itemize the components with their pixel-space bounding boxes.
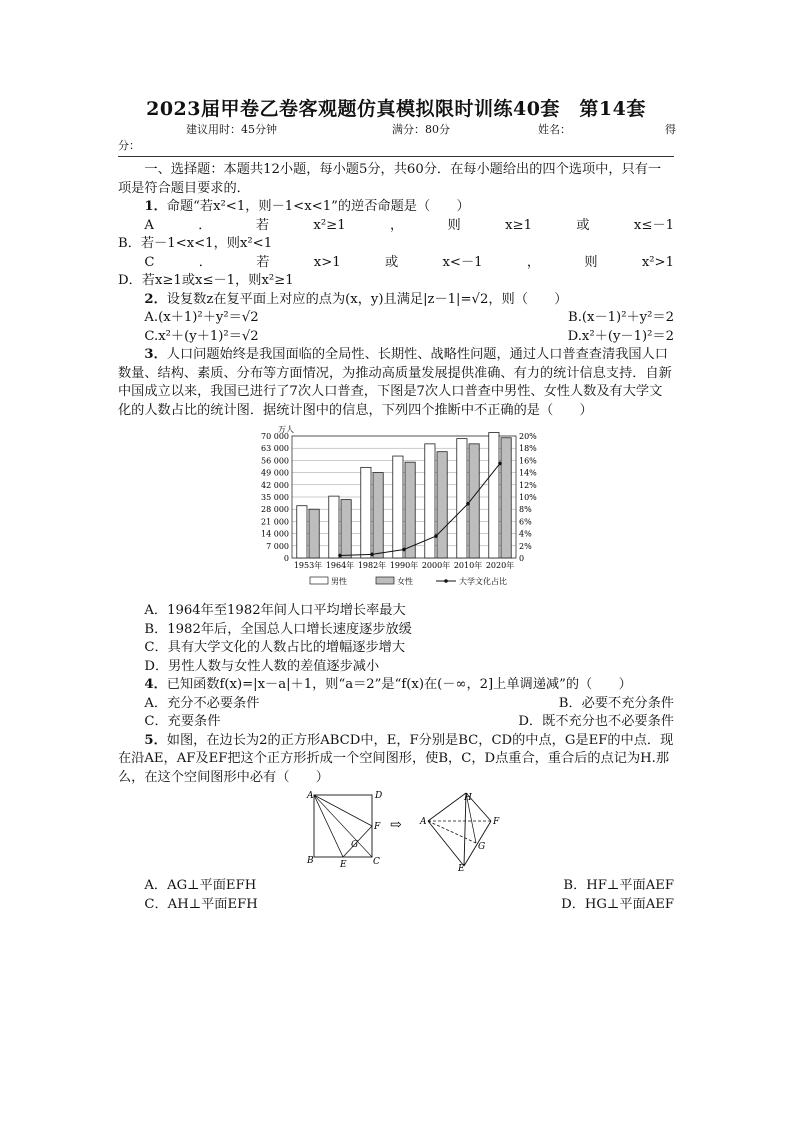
legend-female-label: 女性 — [397, 577, 413, 586]
q2-option-b: B.(x－1)²＋y²＝2 — [568, 310, 674, 325]
q3-option-c: C．具有大学文化的人数占比的增幅逐步增大 — [144, 640, 406, 655]
q4-option-c: C．充要条件 — [144, 714, 221, 729]
bar-male — [393, 456, 403, 558]
bar-male — [329, 496, 339, 558]
bar-female — [309, 509, 319, 558]
q2-text: 设复数z在复平面上对应的点为(x，y)且满足|z－1|=√2，则（ ） — [166, 291, 568, 307]
q2-options-ab — [118, 309, 674, 328]
legend-line-label: 大学文化占比 — [459, 577, 507, 586]
q1-text: 命题“若x²<1，则－1<x<1”的逆否命题是（ ） — [166, 199, 470, 214]
q2-option-a: A.(x＋1)²＋y²＝√2 — [144, 310, 259, 325]
bar-female — [437, 452, 447, 558]
legend-male-swatch — [310, 577, 328, 584]
score-label: 满分：80分 — [392, 123, 450, 136]
q4-option-b: B．必要不充分条件 — [558, 695, 674, 711]
q4-option-a: A．充分不必要条件 — [144, 695, 260, 711]
legend-line-marker — [444, 579, 448, 583]
q3-option-d: D．男性人数与女性人数的差值逐步减小 — [144, 658, 380, 674]
q4-option-d: D．既不充分也不必要条件 — [518, 714, 674, 729]
q5-text: 如图，在边长为2的正方形ABCD中，E，F分别是BC，CD的中点，G是EF的中点．现在沿AE，AF及EF把这个正方形折成一个空间图形，使B，C，D点重合，重合后的点记为H.那么，在这个空间图形中必有（ ） — [118, 732, 674, 785]
bar-male — [297, 506, 307, 558]
q1-option-b: B．若－1<x<1，则x²<1 — [118, 236, 273, 251]
q1-option-d: D．若x≥1或x≤－1，则x²≥1 — [118, 273, 294, 288]
q3-stem — [118, 346, 674, 420]
got-label: 得 — [665, 123, 676, 136]
q2-options-cd — [118, 328, 674, 347]
bar-female — [501, 438, 511, 558]
q3-text: 人口问题始终是我国面临的全局性、长期性、战略性问题，通过人口普查查清我国人口数量、结构、素质、分布等方面情况，为推动高质量发展提供准确、有力的统计信息支持．自新中国成立以来，我国已进行了7次人口普查，下图是7次人口普查中男性、女性人数及有大学文化的人数占比的统计图．据统计图中的信息，下列四个推断中不正确的是（ ） — [118, 347, 672, 418]
y2-tick-label: 2% — [519, 541, 532, 551]
q1-number: 1． — [144, 199, 167, 214]
q3-number: 3． — [144, 347, 167, 362]
y-tick-label: 28 000 — [261, 505, 289, 515]
y-tick-label: 14 000 — [261, 529, 289, 539]
q5-option-a: A．AG⊥平面EFH — [144, 878, 257, 893]
q1-stem — [118, 198, 674, 217]
q4-options-cd — [118, 713, 674, 732]
x-tick-label: 1990年 — [389, 561, 419, 570]
segment-af — [314, 795, 372, 826]
label-g: G — [351, 840, 359, 850]
bar-male — [425, 444, 435, 558]
label-g2: G — [478, 842, 486, 852]
y-tick-label: 56 000 — [261, 456, 289, 466]
y2-tick-label: 10% — [519, 493, 537, 502]
label-f: F — [374, 822, 381, 832]
y-tick-label: 7 000 — [266, 541, 289, 551]
q4-options-ab — [118, 695, 674, 714]
q2-number: 2． — [144, 291, 167, 307]
label-a: A — [307, 791, 314, 801]
y-tick-label: 70 000 — [261, 432, 289, 441]
bar-female — [341, 500, 351, 558]
point-college-share — [338, 554, 342, 558]
x-tick-label: 2010年 — [453, 561, 483, 570]
y-tick-label: 49 000 — [261, 468, 289, 478]
y2-tick-label: 16% — [519, 456, 537, 466]
x-tick-label: 2020年 — [485, 561, 515, 570]
y2-tick-label: 12% — [519, 480, 537, 490]
legend-female-swatch — [376, 577, 394, 584]
q3-option-a: A．1964年至1982年间人口平均增长率最大 — [144, 603, 406, 618]
fold-figure-svg — [306, 791, 506, 871]
bar-male — [361, 467, 371, 558]
y2-tick-label: 14% — [519, 468, 537, 478]
y2-tick-label: 8% — [519, 505, 532, 515]
segment-ag — [428, 821, 476, 843]
q5-options-ab — [118, 877, 674, 896]
section-intro: 一、选择题：本题共12小题，每小题5分，共60分．在每小题给出的四个选项中，只有一项是符合题目要求的． — [118, 162, 662, 196]
label-h: H — [464, 793, 472, 803]
label-f2: F — [493, 817, 500, 827]
q4-stem — [118, 676, 674, 695]
label-a2: A — [420, 817, 427, 827]
population-chart-svg — [248, 422, 568, 602]
bar-male — [457, 439, 467, 558]
x-tick-label: 1982年 — [357, 561, 387, 570]
fold-figure — [306, 791, 674, 871]
legend-male-label: 男性 — [331, 577, 347, 586]
q5-option-b: B．HF⊥平面AEF — [563, 878, 674, 893]
exam-page — [118, 96, 674, 914]
q5-options-cd — [118, 896, 674, 915]
q2-option-c: C.x²＋(y＋1)²＝√2 — [144, 328, 259, 344]
y2-tick-label: 0 — [519, 554, 525, 563]
edge-ha — [428, 793, 466, 821]
y-axis-unit: 万人 — [278, 425, 294, 434]
label-e2: E — [458, 864, 465, 871]
segment-ae — [314, 795, 343, 857]
y-tick-label: 35 000 — [261, 493, 289, 502]
x-tick-label: 1964年 — [325, 561, 355, 570]
y2-tick-label: 4% — [519, 529, 532, 539]
label-c: C — [373, 857, 380, 867]
point-college-share — [466, 502, 470, 506]
q3-option-b: B．1982年后，全国总人口增长速度逐步放缓 — [144, 621, 412, 637]
y2-tick-label: 6% — [519, 517, 532, 527]
point-college-share — [370, 553, 374, 557]
bar-female — [405, 462, 415, 558]
y-tick-label: 63 000 — [261, 444, 289, 454]
x-tick-label: 1953年 — [293, 561, 323, 570]
edge-he — [464, 793, 466, 866]
q2-stem — [118, 291, 674, 310]
q2-option-d: D.x²＋(y－1)²＝2 — [567, 328, 674, 344]
q5-option-d: D．HG⊥平面AEF — [561, 896, 674, 912]
q4-number: 4． — [144, 677, 167, 692]
point-college-share — [434, 534, 438, 538]
info-line — [118, 122, 674, 138]
segment-ac — [314, 795, 372, 857]
y2-tick-label: 18% — [519, 444, 537, 454]
q5-number: 5． — [144, 732, 167, 748]
bar-male — [489, 433, 499, 558]
time-label: 建议用时：45分钟 — [186, 123, 277, 136]
q1-option-c: C．若x>1或x<－1，则x²>1 — [144, 254, 674, 270]
y-tick-label: 42 000 — [261, 480, 289, 490]
name-label: 姓名： — [538, 123, 571, 136]
q5-option-c: C．AH⊥平面EFH — [144, 896, 258, 912]
label-e: E — [340, 860, 347, 870]
bar-female — [373, 473, 383, 558]
q1-option-a: A．若x²≥1，则x≥1或x≤－1 — [144, 217, 674, 233]
y-tick-label: 0 — [283, 554, 289, 563]
label-b: B — [307, 856, 314, 866]
q5-stem — [118, 732, 674, 788]
q4-text: 已知函数f(x)=|x－a|＋1，则“a＝2”是“f(x)在(－∞，2]上单调递减”的（ ） — [166, 677, 632, 692]
page-title: 2023届甲卷乙卷客观题仿真模拟限时训练40套 第14套 — [146, 98, 646, 120]
point-college-share — [402, 548, 406, 552]
y2-tick-label: 20% — [519, 432, 537, 441]
population-chart — [248, 422, 568, 602]
point-college-share — [498, 462, 502, 466]
edge-ae — [428, 821, 464, 866]
label-d: D — [375, 791, 383, 801]
x-tick-label: 2000年 — [421, 561, 451, 570]
y-tick-label: 21 000 — [261, 517, 289, 527]
info-line-2: 分： — [118, 138, 674, 157]
arrow-icon: ⇨ — [390, 817, 402, 833]
